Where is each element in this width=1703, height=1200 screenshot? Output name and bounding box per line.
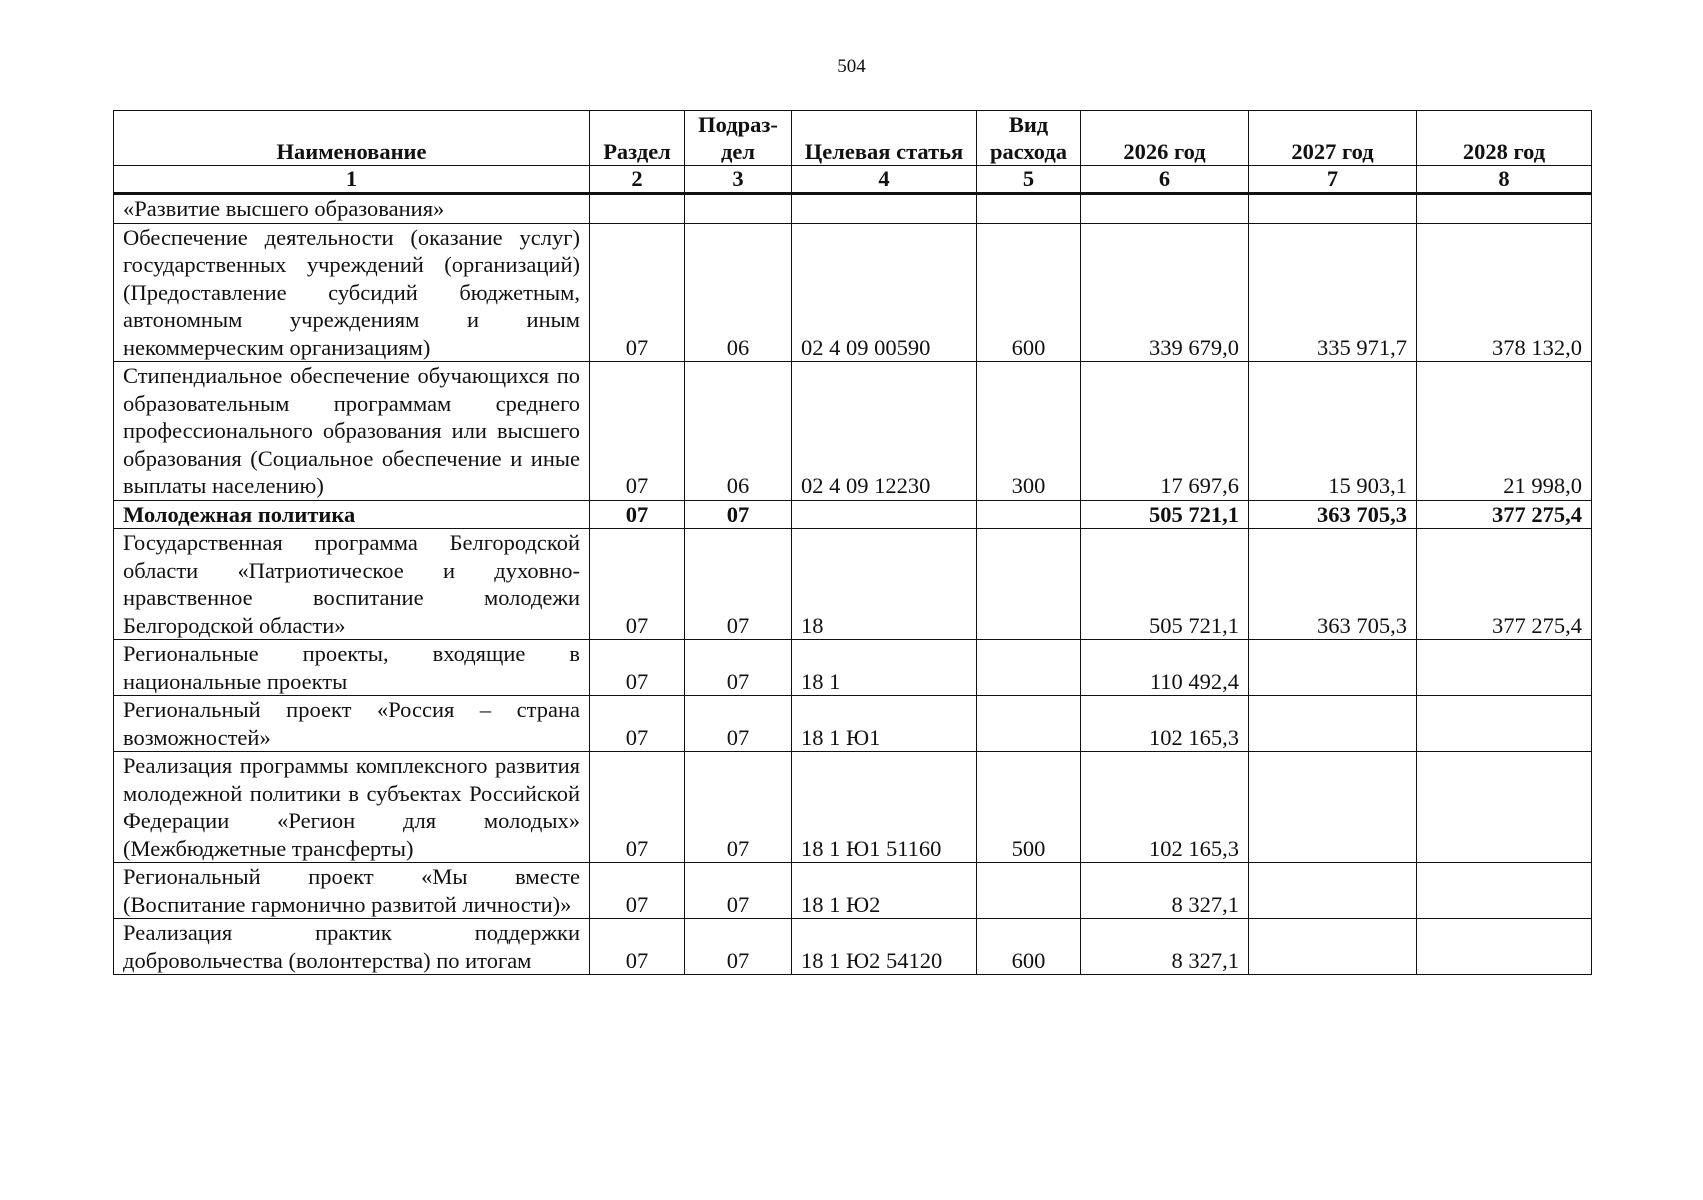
cell-name: Обеспечение деятельности (оказание услуг) государственных учреждений (организаций) (Предоставление субсидий бюджетным, автономным учреждениям и иным некоммерческим организациям) [114, 223, 590, 362]
table-row [114, 500, 1592, 529]
header-2028: 2028 год [1417, 111, 1592, 166]
cell-podrazdel: 07 [685, 696, 792, 752]
header-razdel: Раздел [590, 111, 685, 166]
cell-podrazdel: 07 [685, 863, 792, 919]
cell-2026 [1081, 194, 1249, 224]
cell-razdel: 07 [590, 919, 685, 975]
column-number: 2 [590, 166, 685, 194]
column-number: 7 [1249, 166, 1417, 194]
cell-2028: 377 275,4 [1417, 529, 1592, 640]
cell-celevaya-statya: 18 1 Ю2 54120 [792, 919, 977, 975]
cell-2027: 363 705,3 [1249, 500, 1417, 529]
cell-2028 [1417, 752, 1592, 863]
cell-vid-rashoda [977, 500, 1081, 529]
cell-2027 [1249, 696, 1417, 752]
table-row [114, 863, 1592, 919]
cell-razdel: 07 [590, 640, 685, 696]
header-2026: 2026 год [1081, 111, 1249, 166]
cell-razdel: 07 [590, 529, 685, 640]
cell-2027 [1249, 919, 1417, 975]
cell-2028 [1417, 194, 1592, 224]
cell-razdel [590, 194, 685, 224]
column-number: 4 [792, 166, 977, 194]
header-2027: 2027 год [1249, 111, 1417, 166]
cell-2027: 335 971,7 [1249, 223, 1417, 362]
cell-vid-rashoda [977, 696, 1081, 752]
cell-celevaya-statya: 18 1 Ю2 [792, 863, 977, 919]
cell-podrazdel: 07 [685, 640, 792, 696]
cell-podrazdel: 07 [685, 752, 792, 863]
cell-2026: 102 165,3 [1081, 752, 1249, 863]
cell-2026: 505 721,1 [1081, 529, 1249, 640]
cell-vid-rashoda [977, 529, 1081, 640]
cell-name: Молодежная политика [114, 500, 590, 529]
cell-vid-rashoda [977, 863, 1081, 919]
cell-name: Государственная программа Белгородской области «Патриотическое и духовно-нравственное воспитание молодежи Белгородской области» [114, 529, 590, 640]
cell-razdel: 07 [590, 863, 685, 919]
cell-2027: 15 903,1 [1249, 362, 1417, 501]
cell-name: «Развитие высшего образования» [114, 194, 590, 224]
cell-celevaya-statya: 18 1 [792, 640, 977, 696]
header-vid-rashoda: Вид расхода [977, 111, 1081, 166]
column-number: 6 [1081, 166, 1249, 194]
header-name: Наименование [114, 111, 590, 166]
column-number: 1 [114, 166, 590, 194]
cell-podrazdel: 07 [685, 529, 792, 640]
cell-name: Стипендиальное обеспечение обучающихся по образовательным программам среднего профессионального образования или высшего образования (Социальное обеспечение и иные выплаты населению) [114, 362, 590, 501]
table-row [114, 223, 1592, 362]
header-celevaya-statya: Целевая статья [792, 111, 977, 166]
cell-2028: 377 275,4 [1417, 500, 1592, 529]
column-number-row [114, 166, 1592, 194]
cell-name: Региональные проекты, входящие в национальные проекты [114, 640, 590, 696]
cell-podrazdel [685, 194, 792, 224]
cell-2027: 363 705,3 [1249, 529, 1417, 640]
cell-2026: 505 721,1 [1081, 500, 1249, 529]
cell-razdel: 07 [590, 223, 685, 362]
cell-2026: 102 165,3 [1081, 696, 1249, 752]
cell-2026: 8 327,1 [1081, 919, 1249, 975]
cell-podrazdel: 07 [685, 500, 792, 529]
column-number: 5 [977, 166, 1081, 194]
cell-razdel: 07 [590, 696, 685, 752]
cell-vid-rashoda [977, 640, 1081, 696]
cell-vid-rashoda: 300 [977, 362, 1081, 501]
table-row [114, 362, 1592, 501]
table-body [114, 166, 1592, 975]
cell-celevaya-statya: 18 1 Ю1 51160 [792, 752, 977, 863]
table-row [114, 696, 1592, 752]
cell-vid-rashoda: 600 [977, 223, 1081, 362]
table-row [114, 529, 1592, 640]
cell-celevaya-statya [792, 194, 977, 224]
column-number: 8 [1417, 166, 1592, 194]
cell-name: Региональный проект «Россия – страна возможностей» [114, 696, 590, 752]
cell-celevaya-statya: 02 4 09 00590 [792, 223, 977, 362]
cell-2028 [1417, 919, 1592, 975]
table-row [114, 919, 1592, 975]
cell-2026: 17 697,6 [1081, 362, 1249, 501]
cell-2028 [1417, 863, 1592, 919]
cell-celevaya-statya [792, 500, 977, 529]
cell-2027 [1249, 863, 1417, 919]
cell-2028: 21 998,0 [1417, 362, 1592, 501]
header-row [114, 111, 1592, 166]
cell-2028 [1417, 640, 1592, 696]
cell-podrazdel: 06 [685, 362, 792, 501]
budget-table [113, 110, 1592, 975]
cell-vid-rashoda: 500 [977, 752, 1081, 863]
table-row [114, 194, 1592, 224]
cell-2026: 110 492,4 [1081, 640, 1249, 696]
cell-2026: 339 679,0 [1081, 223, 1249, 362]
cell-2027 [1249, 194, 1417, 224]
cell-vid-rashoda [977, 194, 1081, 224]
cell-podrazdel: 07 [685, 919, 792, 975]
cell-2026: 8 327,1 [1081, 863, 1249, 919]
cell-2027 [1249, 640, 1417, 696]
cell-name: Реализация практик поддержки добровольчества (волонтерства) по итогам [114, 919, 590, 975]
cell-celevaya-statya: 18 [792, 529, 977, 640]
cell-name: Реализация программы комплексного развития молодежной политики в субъектах Российской Федерации «Регион для молодых» (Межбюджетные трансферты) [114, 752, 590, 863]
cell-celevaya-statya: 02 4 09 12230 [792, 362, 977, 501]
cell-razdel: 07 [590, 500, 685, 529]
cell-razdel: 07 [590, 362, 685, 501]
header-podrazdel: Подраз-дел [685, 111, 792, 166]
cell-podrazdel: 06 [685, 223, 792, 362]
cell-celevaya-statya: 18 1 Ю1 [792, 696, 977, 752]
page-number: 504 [837, 56, 866, 77]
table-row [114, 752, 1592, 863]
cell-name: Региональный проект «Мы вместе (Воспитание гармонично развитой личности)» [114, 863, 590, 919]
table-row [114, 640, 1592, 696]
cell-vid-rashoda: 600 [977, 919, 1081, 975]
column-number: 3 [685, 166, 792, 194]
cell-2028: 378 132,0 [1417, 223, 1592, 362]
cell-razdel: 07 [590, 752, 685, 863]
cell-2028 [1417, 696, 1592, 752]
cell-2027 [1249, 752, 1417, 863]
